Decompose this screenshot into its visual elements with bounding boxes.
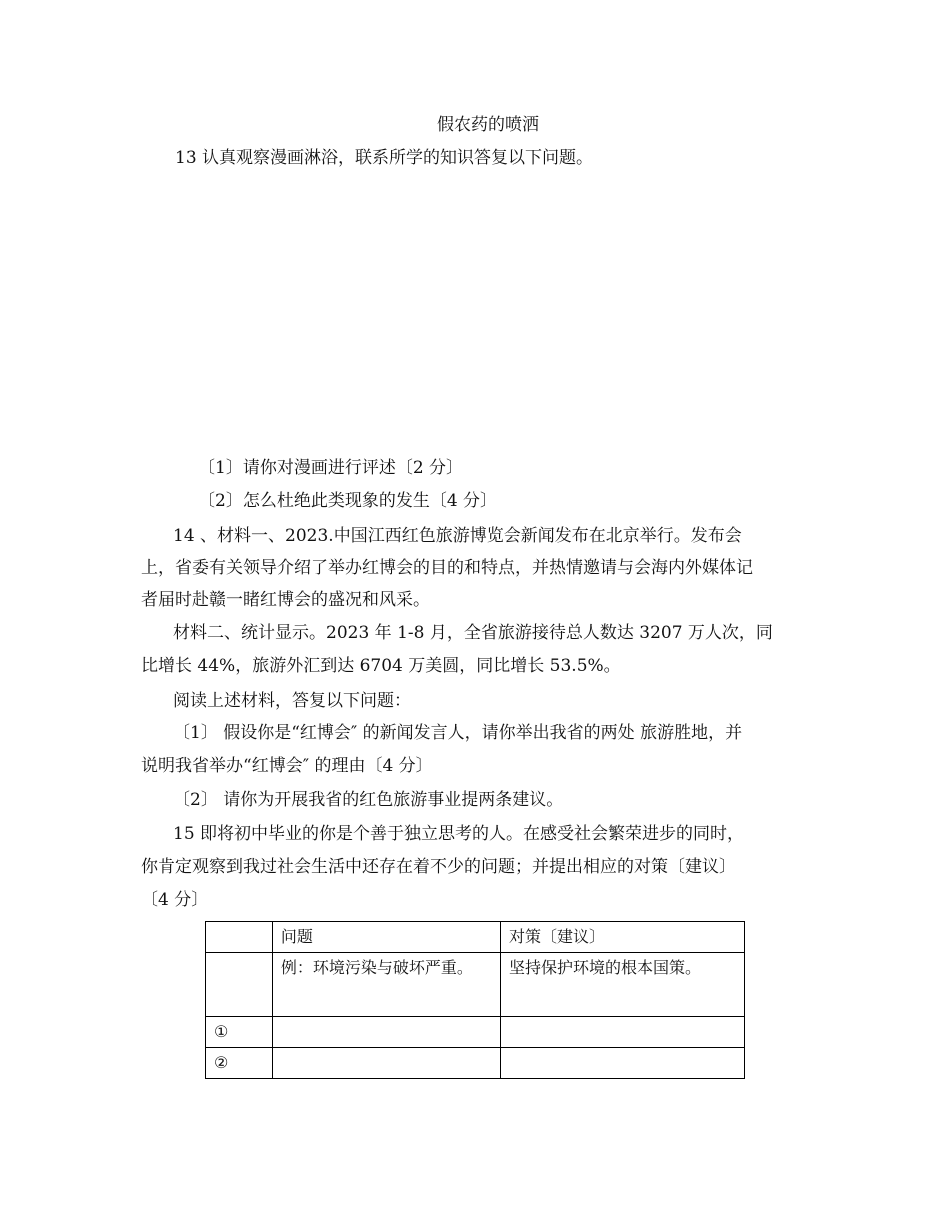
table-cell: ① <box>206 1017 273 1048</box>
table-cell <box>272 1017 500 1048</box>
table-header-cell: 问题 <box>272 922 500 953</box>
answer-table <box>205 921 745 1079</box>
question-15-line-2: 你肯定观察到我过社会生活中还存在着不少的问题；并提出相应的对策〔建议〕 <box>141 857 736 877</box>
q14-material-2-line-2: 比增长 44%，旅游外汇到达 6704 万美圆，同比增长 53.5%。 <box>141 656 621 676</box>
question-13-sub-1: 〔1〕请你对漫画进行评述〔2 分〕 <box>198 458 464 478</box>
table-row <box>206 1048 745 1079</box>
q14-prompt: 阅读上述材料，答复以下问题： <box>173 691 411 711</box>
q14-material-2-line-1: 材料二、统计显示。2023 年 1-8 月，全省旅游接待总人数达 3207 万人次，同 <box>173 623 773 643</box>
table-header-row <box>206 922 745 953</box>
table-cell: 例：环境污染与破坏严重。 <box>272 953 500 1017</box>
question-13-sub-2: 〔2〕怎么杜绝此类现象的发生〔4 分〕 <box>198 491 498 511</box>
q14-material-1-line-3: 者届时赴赣一睹红博会的盛况和风采。 <box>141 590 430 610</box>
table-header-cell: 对策〔建议〕 <box>500 922 744 953</box>
q14-material-1-line-1: 14 、材料一、2023.中国江西红色旅游博览会新闻发布在北京举行。发布会 <box>173 526 742 546</box>
q14-sub-2: 〔2〕 请你为开展我省的红色旅游事业提两条建议。 <box>173 790 564 810</box>
table-row <box>206 1017 745 1048</box>
table-cell: ② <box>206 1048 273 1079</box>
q14-sub-1-line-2: 说明我省举办“红博会″ 的理由〔4 分〕 <box>141 756 433 776</box>
table-cell <box>500 1017 744 1048</box>
table-cell <box>206 953 273 1017</box>
question-13-stem: 13 认真观察漫画淋浴，联系所学的知识答复以下问题。 <box>175 148 594 168</box>
table-cell <box>500 1048 744 1079</box>
table-cell <box>272 1048 500 1079</box>
question-15-line-1: 15 即将初中毕业的你是个善于独立思考的人。在感受社会繁荣进步的同时， <box>173 824 745 844</box>
q14-material-1-line-2: 上，省委有关领导介绍了举办红博会的目的和特点，并热情邀请与会海内外媒体记 <box>141 558 753 578</box>
table-header-cell <box>206 922 273 953</box>
table-cell: 坚持保护环境的根本国策。 <box>500 953 744 1017</box>
cartoon-caption: 假农药的喷洒 <box>437 115 539 135</box>
question-15-line-3: 〔4 分〕 <box>141 890 209 910</box>
q14-sub-1-line-1: 〔1〕 假设你是“红博会″ 的新闻发言人，请你举出我省的两处 旅游胜地，并 <box>173 723 743 743</box>
table-row <box>206 953 745 1017</box>
